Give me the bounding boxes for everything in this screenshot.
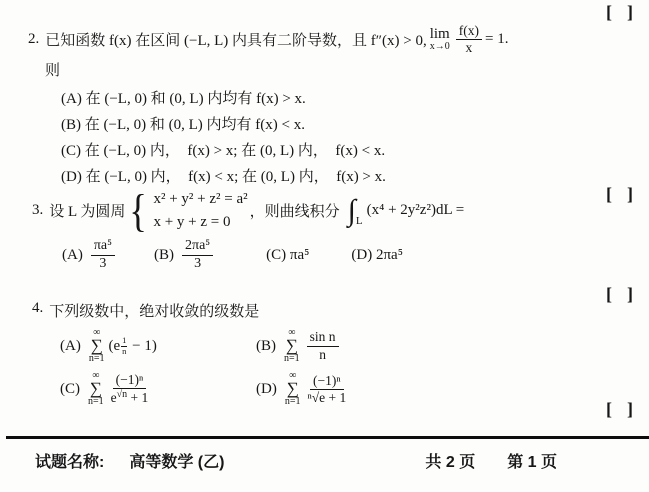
summation-symbol (89, 328, 105, 364)
sigma-lower: n=1 (88, 396, 104, 408)
fraction-denominator: n (319, 346, 326, 362)
fraction-numerator: πa⁵ (91, 239, 115, 256)
exponent-denominator: n (122, 345, 127, 356)
bracket-open: [ (606, 184, 612, 204)
option-a-label: (A) (62, 247, 83, 264)
question-3 (32, 185, 605, 272)
option-c-label: (C) (60, 380, 80, 397)
sigma-lower: n=1 (284, 396, 301, 408)
exponent-numerator: 1 (122, 335, 127, 346)
exponent-fraction (121, 336, 127, 356)
question-4-stem (32, 300, 605, 321)
summation-symbol (285, 371, 301, 407)
question-4-options (60, 328, 605, 407)
den-base: e (110, 390, 117, 406)
bracket-open: [ (606, 2, 612, 22)
den-rest: + 1 (127, 390, 149, 406)
bracket-close: ] (627, 2, 633, 22)
fraction-fx-over-x (456, 24, 482, 55)
page-footer (35, 449, 557, 472)
limit-word: lim (429, 26, 450, 43)
question-2-stem-text: 已知函数 f(x) 在区间 (−L, L) 内具有二阶导数，且 f″(x) > 0, (45, 33, 427, 50)
option-d: (D) 在 (−L, 0) 内， f(x) < x; 在 (0, L) 内， f(x) > x. (61, 169, 386, 186)
sigma-sign: ∑ (89, 379, 102, 399)
fraction-numerator: sin n (307, 330, 339, 346)
option-b-fraction (307, 330, 339, 361)
sigma-lower: n=1 (284, 353, 300, 365)
option-b-label: (B) (256, 337, 276, 354)
fraction-numerator: (−1)ⁿ (310, 374, 344, 390)
footer-divider (6, 436, 649, 439)
option-c: (C) 在 (−L, 0) 内， f(x) > x; 在 (0, L) 内， f(x) < x. (61, 143, 386, 160)
summation-symbol (284, 328, 300, 364)
question-4 (32, 300, 605, 407)
sigma-sign: ∑ (90, 336, 103, 355)
sigma-sign: ∑ (286, 379, 299, 399)
bracket-close: ] (627, 184, 633, 204)
limit-notation (430, 27, 450, 52)
den-exponent: √n (116, 389, 128, 401)
question-3-stem-text: 设 L 为圆周 (49, 204, 126, 221)
option-b (256, 328, 605, 364)
score-bracket-1 (606, 3, 633, 21)
question-3-options (62, 239, 605, 271)
option-d-label: (D) (256, 380, 277, 397)
exam-title-label: 试题名称: (35, 454, 105, 471)
option-d: (D) 2πa⁵ (351, 247, 403, 264)
limit-subscript: x→0 (429, 41, 450, 53)
sigma-lower: n=1 (88, 353, 105, 365)
option-b-fraction (182, 239, 213, 271)
fraction-numerator: (−1)ⁿ (113, 373, 147, 389)
option-a (60, 328, 256, 364)
option-d (256, 371, 605, 407)
question-3-number: 3. (32, 202, 44, 219)
bracket-close: ] (627, 399, 633, 419)
integral-sign: ∫ (347, 194, 356, 228)
exam-title: 高等数学 (乙) (129, 454, 225, 471)
left-brace: { (129, 185, 148, 236)
score-bracket-3 (606, 285, 633, 303)
question-2-then: 则 (45, 63, 61, 80)
option-c: (C) πa⁵ (266, 247, 310, 264)
sigma-upper: ∞ (289, 370, 297, 382)
equation-1: x² + y² + z² = a² (153, 190, 248, 207)
score-bracket-4 (606, 400, 633, 418)
option-a-fraction (91, 239, 115, 271)
total-pages: 共 2 页 (425, 454, 476, 471)
question-4-number: 4. (32, 300, 44, 316)
question-2-options (61, 86, 605, 190)
question-3-stem (32, 185, 605, 236)
integral-subscript: L (355, 215, 363, 228)
integrand: (x⁴ + 2y²z²)dL = (366, 202, 465, 219)
option-c (60, 371, 256, 407)
option-c-fraction (111, 373, 149, 405)
sigma-upper: ∞ (93, 327, 101, 338)
fraction-numerator: f(x) (456, 24, 482, 40)
question-2-stem (28, 24, 605, 55)
equation-system (127, 185, 248, 236)
fraction-denominator: 3 (99, 256, 107, 272)
question-2-stem-end: = 1. (484, 31, 509, 48)
system-equations (153, 191, 247, 231)
option-a-label: (A) (60, 337, 81, 354)
equation-2: x + y + z = 0 (153, 214, 231, 231)
bracket-open: [ (606, 284, 612, 304)
fraction-numerator: 2πa⁵ (182, 239, 213, 256)
question-2-number: 2. (28, 31, 40, 48)
footer-left (35, 449, 224, 472)
fraction-denominator: 3 (194, 256, 202, 272)
option-a-expr-rest: − 1) (128, 337, 157, 354)
bracket-close: ] (627, 284, 633, 304)
fraction-denominator (111, 389, 149, 405)
bracket-open: [ (606, 399, 612, 419)
question-2 (28, 24, 605, 190)
score-bracket-2 (606, 185, 633, 203)
question-4-stem-text: 下列级数中，绝对收敛的级数是 (49, 304, 260, 320)
option-a: (A) 在 (−L, 0) 和 (0, L) 内均有 f(x) > x. (61, 91, 306, 108)
line-integral (347, 194, 365, 228)
current-page: 第 1 页 (507, 454, 557, 471)
summation-symbol (88, 371, 104, 407)
question-3-stem-mid: ，则曲线积分 (249, 204, 340, 221)
sigma-upper: ∞ (288, 327, 296, 338)
option-d-fraction (307, 374, 346, 405)
option-b: (B) 在 (−L, 0) 和 (0, L) 内均有 f(x) < x. (61, 117, 305, 134)
fraction-denominator: x (465, 40, 473, 56)
option-b-label: (B) (154, 247, 174, 264)
option-a (62, 239, 118, 271)
fraction-denominator: ⁿ√e + 1 (307, 389, 347, 405)
option-a-expr-open: (e (108, 337, 121, 354)
sigma-upper: ∞ (92, 370, 100, 382)
footer-right (425, 449, 557, 472)
sigma-sign: ∑ (285, 336, 298, 355)
option-b (154, 239, 216, 271)
